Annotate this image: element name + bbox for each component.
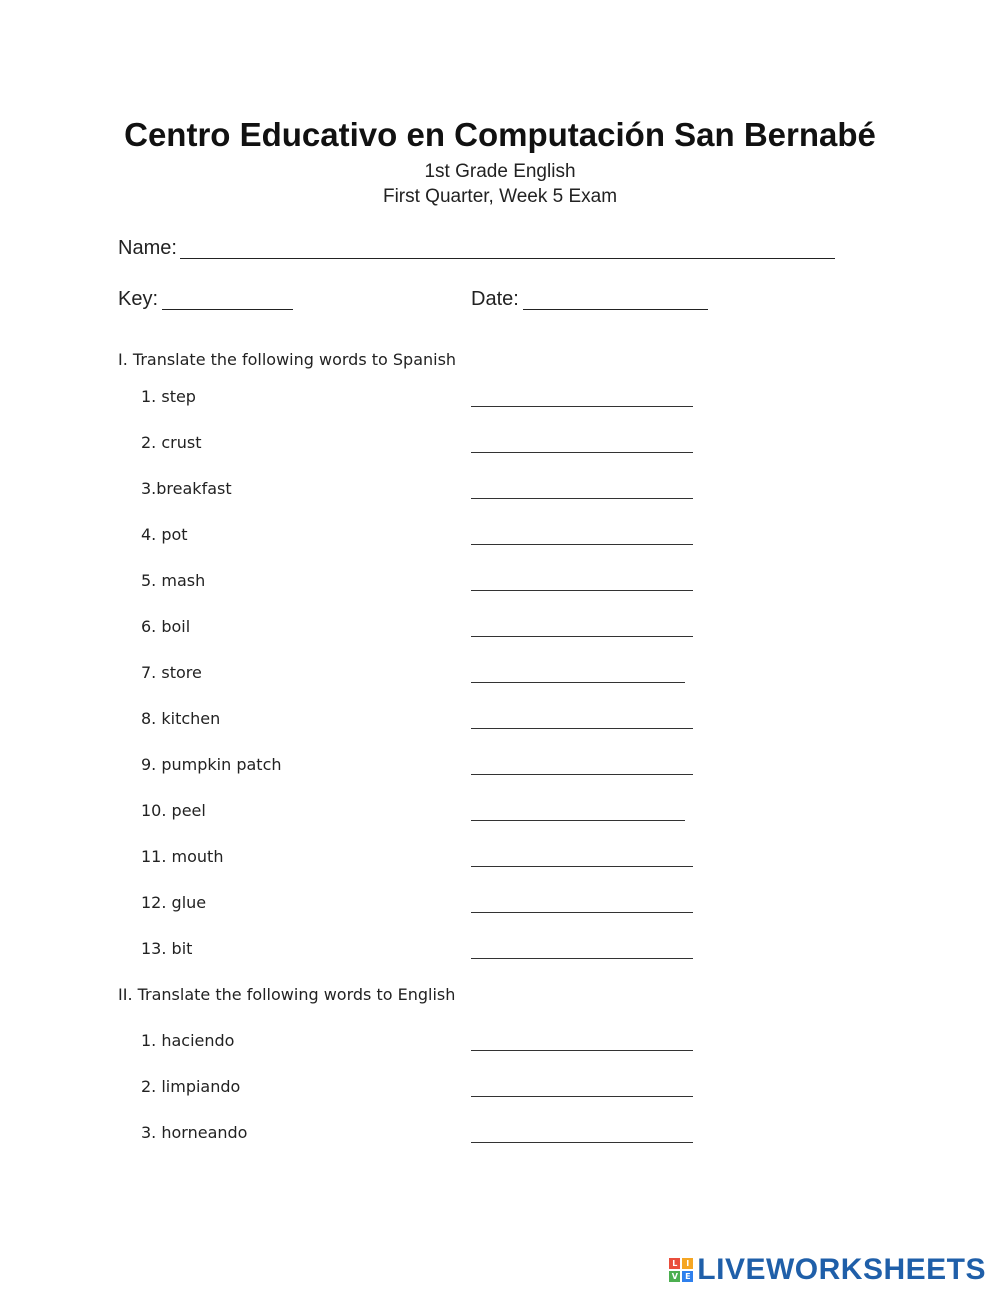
- name-label: Name:: [118, 237, 177, 259]
- brand-mark-tile: E: [682, 1271, 693, 1282]
- s2-item-2: 2. limpiando: [141, 1077, 241, 1096]
- date-field[interactable]: [523, 309, 708, 310]
- s1-answer-5[interactable]: [471, 590, 693, 591]
- s1-answer-11[interactable]: [471, 866, 693, 867]
- s2-item-3: 3. horneando: [141, 1123, 248, 1142]
- s1-item-6: 6. boil: [141, 617, 191, 636]
- s1-answer-6[interactable]: [471, 636, 693, 637]
- s1-item-9: 9. pumpkin patch: [141, 755, 282, 774]
- s1-answer-8[interactable]: [471, 728, 693, 729]
- s1-answer-2[interactable]: [471, 452, 693, 453]
- s1-item-3: 3.breakfast: [141, 479, 232, 498]
- brand-mark-tile: L: [669, 1258, 680, 1269]
- date-label: Date:: [471, 288, 519, 310]
- brand-mark-tile: V: [669, 1271, 680, 1282]
- brand-name: LIVEWORKSHEETS: [697, 1253, 986, 1286]
- s1-answer-9[interactable]: [471, 774, 693, 775]
- s2-answer-3[interactable]: [471, 1142, 693, 1143]
- section-2-heading: II. Translate the following words to English: [118, 985, 456, 1004]
- s1-item-2: 2. crust: [141, 433, 202, 452]
- s2-answer-2[interactable]: [471, 1096, 693, 1097]
- course-subtitle: 1st Grade English: [424, 161, 576, 182]
- name-field[interactable]: [180, 258, 835, 259]
- s1-item-11: 11. mouth: [141, 847, 224, 866]
- s1-item-1: 1. step: [141, 387, 196, 406]
- section-1-heading: I. Translate the following words to Spanish: [118, 350, 457, 369]
- s1-item-12: 12. glue: [141, 893, 207, 912]
- key-label: Key:: [118, 288, 159, 310]
- s1-answer-10[interactable]: [471, 820, 685, 821]
- s2-answer-1[interactable]: [471, 1050, 693, 1051]
- s1-answer-1[interactable]: [471, 406, 693, 407]
- exam-subtitle: First Quarter, Week 5 Exam: [382, 186, 618, 207]
- s2-item-1: 1. haciendo: [141, 1031, 235, 1050]
- brand-mark-icon: [669, 1258, 693, 1282]
- s1-item-13: 13. bit: [141, 939, 193, 958]
- liveworksheets-logo: [669, 1253, 986, 1287]
- s1-item-4: 4. pot: [141, 525, 188, 544]
- s1-item-8: 8. kitchen: [141, 709, 221, 728]
- s1-item-7: 7. store: [141, 663, 202, 682]
- s1-item-5: 5. mash: [141, 571, 206, 590]
- brand-mark-tile: I: [682, 1258, 693, 1269]
- s1-answer-12[interactable]: [471, 912, 693, 913]
- school-title: Centro Educativo en Computación San Bernabé: [124, 116, 876, 153]
- s1-answer-13[interactable]: [471, 958, 693, 959]
- s1-answer-4[interactable]: [471, 544, 693, 545]
- s1-answer-7[interactable]: [471, 682, 685, 683]
- key-field[interactable]: [162, 309, 293, 310]
- s1-item-10: 10. peel: [141, 801, 206, 820]
- s1-answer-3[interactable]: [471, 498, 693, 499]
